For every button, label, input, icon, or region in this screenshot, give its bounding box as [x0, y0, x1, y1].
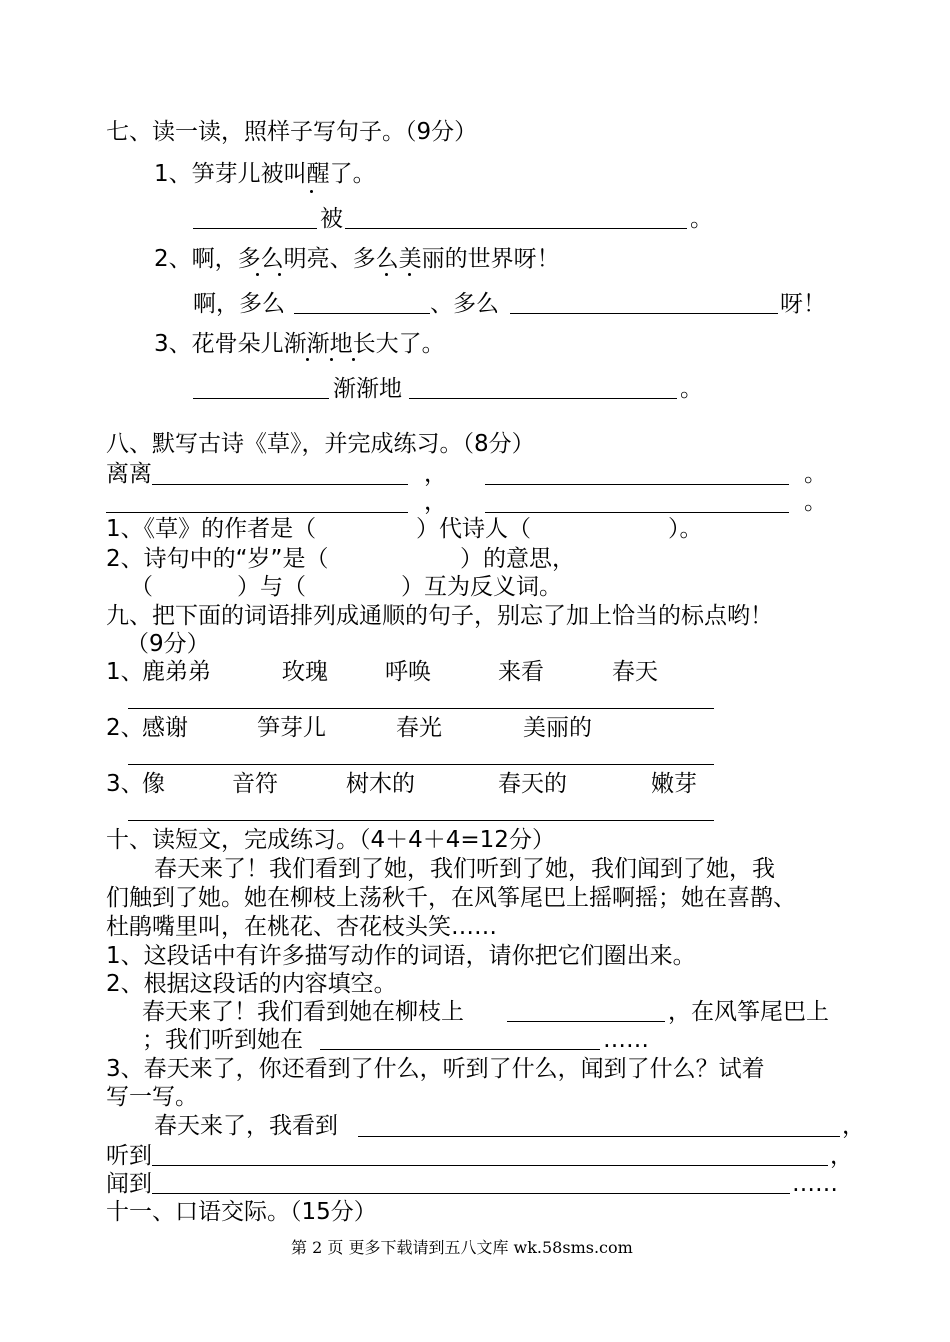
s9-word: 树木的: [346, 771, 415, 797]
s10-write-blank-1[interactable]: [358, 1136, 840, 1137]
s9-word: 来看: [498, 659, 544, 685]
s10-q1: 1、这段话中有许多描写动作的词语，请你把它们圈出来。: [106, 943, 696, 969]
emphasis-dot: [408, 273, 411, 276]
s10-write-3-b: ……: [792, 1171, 838, 1197]
s9-word: 春天的: [498, 771, 567, 797]
s9-answer-line-1[interactable]: [128, 708, 714, 709]
page-footer: 第 2 页 更多下载请到五八文库 wk.58sms.com: [291, 1238, 633, 1257]
section-7-title: 七、读一读，照样子写句子。（9分）: [106, 119, 478, 145]
s9-answer-line-3[interactable]: [128, 820, 714, 821]
emphasis-dot: [278, 273, 281, 276]
s8-q1-c: ）。: [668, 516, 703, 542]
poem-blank-4[interactable]: [485, 512, 789, 513]
s10-q2: 2、根据这段话的内容填空。: [106, 971, 397, 997]
s10-q2-l1-b: ，在风筝尾巴上: [668, 999, 829, 1025]
s10-write-blank-2[interactable]: [152, 1165, 828, 1166]
s7-q1-end: 。: [690, 206, 713, 232]
s8-q1-a: 1、《草》的作者是（: [106, 516, 317, 542]
emphasis-dot: [352, 358, 355, 361]
s10-write-2-b: ，: [830, 1143, 853, 1169]
s10-para-line-3: 杜鹃嘴里叫，在桃花、杏花枝头笑……: [106, 914, 497, 940]
s10-q3-line-2: 写一写。: [106, 1084, 198, 1110]
emphasis-dot: [310, 190, 313, 193]
s7-q2-blank-2[interactable]: [510, 313, 778, 314]
s10-para-line-1: 春天来了！我们看到了她，我们听到了她，我们闻到了她，我: [154, 856, 775, 882]
section-11-title: 十一、口语交际。（15分）: [106, 1199, 377, 1225]
s7-q1-blank-1[interactable]: [193, 228, 317, 229]
s9-answer-line-2[interactable]: [128, 764, 714, 765]
s9-word: 音符: [232, 771, 278, 797]
s7-q2-middle: 、多么: [430, 291, 499, 317]
s10-q2-l1-a: 春天来了！我们看到她在柳枝上: [142, 999, 464, 1025]
s10-write-1-a: 春天来了，我看到: [154, 1113, 338, 1139]
s7-q1-fill-word: 被: [320, 206, 343, 232]
s8-q2-b: ）的意思，: [460, 546, 575, 572]
s7-q3-fill-word: 渐渐地: [333, 376, 402, 402]
section-8-title: 八、默写古诗《草》，并完成练习。（8分）: [106, 431, 535, 457]
s9-word: 春光: [396, 715, 442, 741]
s7-q1-sentence: 1、笋芽儿被叫醒了。: [154, 161, 376, 187]
s9-row-2-num: 2、: [106, 715, 144, 741]
s9-row-1-num: 1、: [106, 659, 144, 685]
s7-q2-blank-1[interactable]: [294, 313, 430, 314]
s9-word: 玫瑰: [282, 659, 328, 685]
poem-start: 离离: [106, 461, 152, 487]
s8-q2-line2-a: （: [130, 574, 153, 600]
s7-q2-sentence: 2、啊，多么明亮、多么美丽的世界呀！: [154, 246, 560, 272]
poem-comma-1: ，: [424, 461, 447, 487]
poem-comma-2: ，: [424, 489, 447, 515]
s9-word: 感谢: [142, 715, 188, 741]
s10-write-3-a: 闻到: [106, 1171, 152, 1197]
s9-word: 春天: [612, 659, 658, 685]
s8-q2-a: 2、诗句中的“岁”是（: [106, 546, 329, 572]
s7-q3-end: 。: [680, 376, 703, 402]
s7-q2-end: 呀！: [780, 291, 826, 317]
emphasis-dot: [256, 273, 259, 276]
poem-period-2: 。: [804, 489, 827, 515]
s7-q3-blank-1[interactable]: [193, 398, 329, 399]
poem-blank-3[interactable]: [106, 512, 408, 513]
s7-q1-blank-2[interactable]: [345, 228, 687, 229]
s10-write-1-b: ，: [842, 1113, 865, 1139]
s10-q3-line-1: 3、春天来了，你还看到了什么，听到了什么，闻到了什么？试着: [106, 1056, 765, 1082]
emphasis-dot: [330, 358, 333, 361]
s9-row-3-num: 3、: [106, 771, 144, 797]
s10-q2-l2-b: ……: [603, 1027, 649, 1053]
s8-q2-line2-b: ）与（: [237, 574, 306, 600]
emphasis-dot: [306, 358, 309, 361]
s10-write-2-a: 听到: [106, 1143, 152, 1169]
s7-q3-sentence: 3、花骨朵儿渐渐地长大了。: [154, 331, 445, 357]
s9-word: 美丽的: [523, 715, 592, 741]
poem-blank-1[interactable]: [152, 484, 408, 485]
s9-word: 呼唤: [385, 659, 431, 685]
section-9-title: 九、把下面的词语排列成通顺的句子，别忘了加上恰当的标点哟！: [106, 603, 773, 629]
s9-word: 笋芽儿: [257, 715, 326, 741]
section-10-title: 十、读短文，完成练习。（4＋4＋4=12分）: [106, 827, 555, 853]
s10-write-blank-3[interactable]: [152, 1193, 790, 1194]
s7-q2-prefix: 啊，多么: [193, 291, 285, 317]
s9-word: 嫩芽: [651, 771, 697, 797]
s8-q1-b: ）代诗人（: [416, 516, 531, 542]
s8-q2-line2-c: ）互为反义词。: [401, 574, 562, 600]
poem-period-1: 。: [804, 461, 827, 487]
s9-word: 像: [142, 771, 165, 797]
emphasis-dot: [385, 273, 388, 276]
s7-q3-blank-2[interactable]: [409, 398, 677, 399]
s10-q2-blank-2[interactable]: [320, 1049, 600, 1050]
poem-blank-2[interactable]: [485, 484, 789, 485]
section-9-score: （9分）: [126, 631, 210, 657]
s9-word: 鹿弟弟: [142, 659, 211, 685]
s10-q2-blank-1[interactable]: [507, 1021, 665, 1022]
s10-para-line-2: 们触到了她。她在柳枝上荡秋千，在风筝尾巴上摇啊摇；她在喜鹊、: [106, 885, 796, 911]
s10-q2-l2-a: ；我们听到她在: [142, 1027, 303, 1053]
